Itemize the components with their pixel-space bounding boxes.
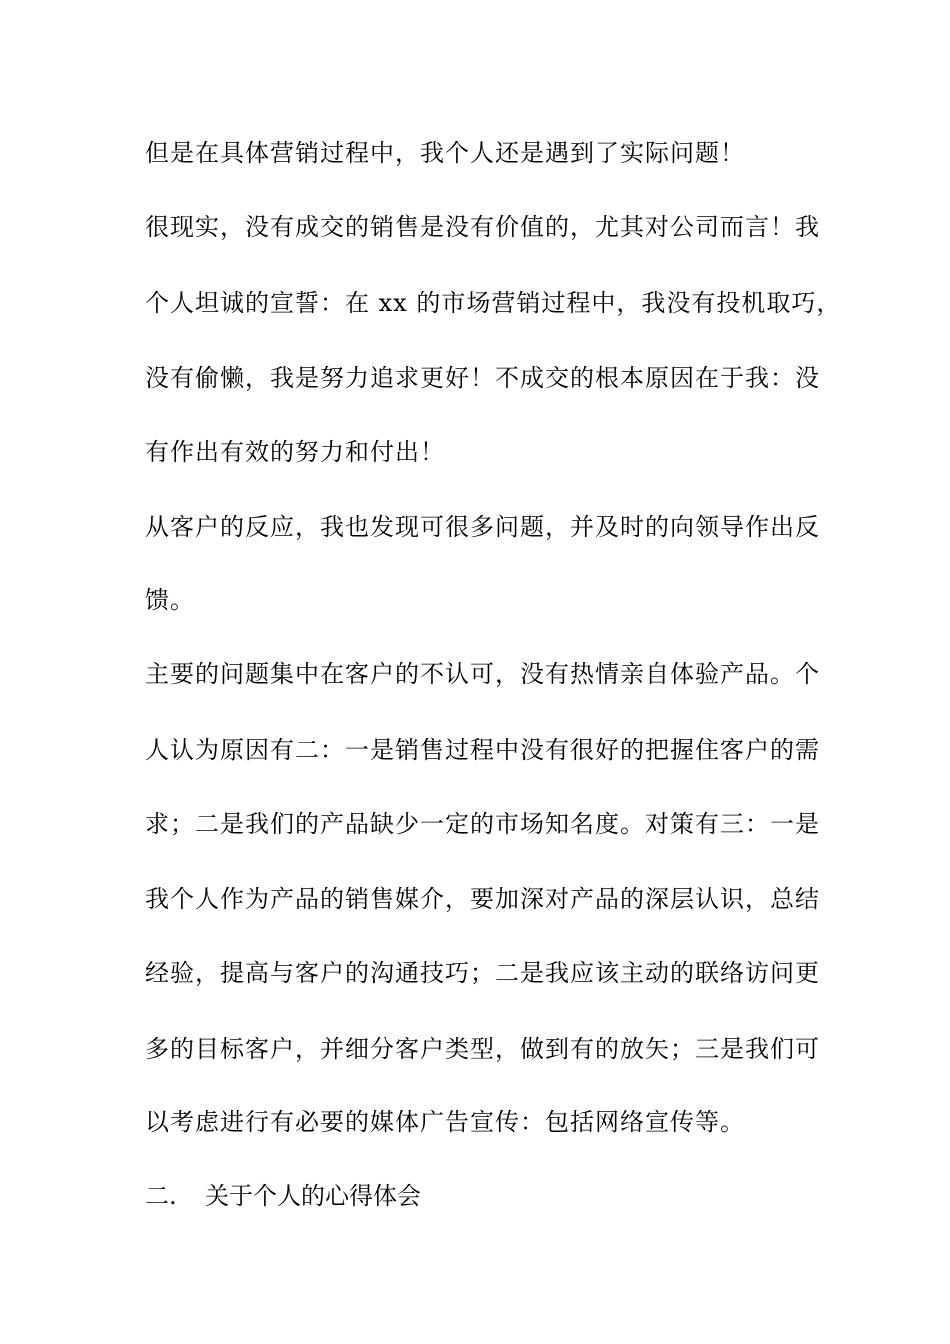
paragraph-4-line-5: 经验，提高与客户的沟通技巧；二是我应该主动的联络访问更: [145, 959, 820, 987]
paragraph-4-line-7: 以考虑进行有必要的媒体广告宣传：包括网络宣传等。: [145, 1108, 745, 1136]
paragraph-4-line-2: 人认为原因有二：一是销售过程中没有很好的把握住客户的需: [145, 736, 820, 764]
paragraph-4-line-1: 主要的问题集中在客户的不认可，没有热情亲自体验产品。个: [145, 660, 820, 688]
paragraph-4-line-6: 多的目标客户，并细分客户类型，做到有的放矢；三是我们可: [145, 1035, 820, 1063]
paragraph-4-line-4: 我个人作为产品的销售媒介，要加深对产品的深层认识，总结: [145, 885, 820, 913]
paragraph-2-line-4: 有作出有效的努力和付出！: [145, 438, 445, 466]
paragraph-2-line-3: 没有偷懒，我是努力追求更好！不成交的根本原因在于我：没: [145, 364, 820, 392]
section-heading: [145, 1181, 421, 1211]
section-heading-text: 关于个人的心得体会: [205, 1182, 421, 1210]
paragraph-3-line-2: 馈。: [145, 586, 195, 614]
paragraph-1-line-1: 但是在具体营销过程中，我个人还是遇到了实际问题！: [145, 139, 745, 167]
paragraph-2-line-1: 很现实，没有成交的销售是没有价值的，尤其对公司而言！我: [145, 213, 820, 241]
section-heading-number: 二.: [145, 1182, 177, 1210]
paragraph-2-line-2: 个人坦诚的宣誓：在 xx 的市场营销过程中，我没有投机取巧，: [145, 289, 842, 317]
paragraph-3-line-1: 从客户的反应，我也发现可很多问题，并及时的向领导作出反: [145, 513, 820, 541]
paragraph-4-line-3: 求；二是我们的产品缺少一定的市场知名度。对策有三：一是: [145, 810, 820, 838]
